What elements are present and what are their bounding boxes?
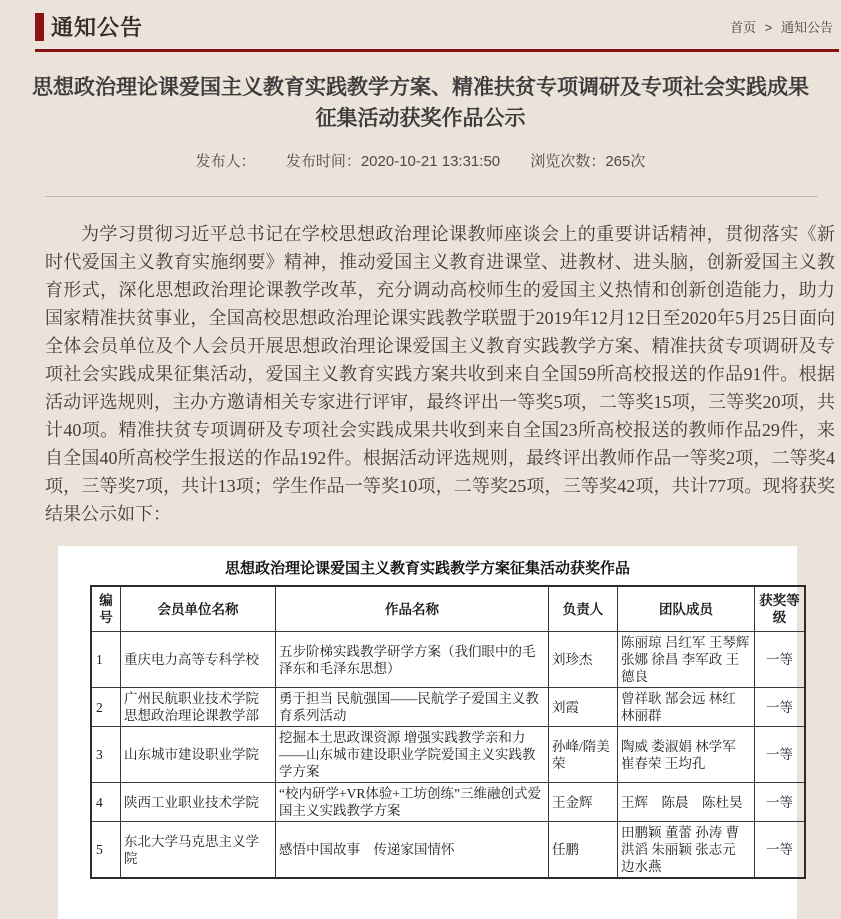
cell-leader: 刘珍杰 bbox=[549, 632, 618, 688]
cell-unit: 陕西工业职业技术学院 bbox=[121, 783, 276, 822]
cell-team: 王辉 陈晨 陈杜昊 bbox=[618, 783, 755, 822]
header-row bbox=[91, 586, 805, 632]
award-row bbox=[91, 727, 805, 783]
cell-award: 一等 bbox=[755, 727, 806, 783]
section-underline bbox=[35, 49, 839, 52]
cell-work: “校内研学+VR体验+工坊创练”三维融创式爱国主义实践教学方案 bbox=[276, 783, 549, 822]
cell-no: 4 bbox=[91, 783, 121, 822]
award-table bbox=[90, 585, 806, 879]
publisher-label: 发布人： bbox=[195, 153, 256, 170]
views-value: 265次 bbox=[605, 153, 646, 170]
cell-no: 2 bbox=[91, 688, 121, 727]
cell-unit: 东北大学马克思主义学院 bbox=[121, 822, 276, 879]
award-table-head bbox=[91, 586, 805, 632]
award-table-body bbox=[91, 632, 805, 879]
cell-team: 陶威 娄淑娟 林学军 崔春荣 王均孔 bbox=[618, 727, 755, 783]
cell-no: 5 bbox=[91, 822, 121, 879]
cell-leader: 孙峰/隋美荣 bbox=[549, 727, 618, 783]
section-marker-bar bbox=[35, 13, 44, 41]
cell-leader: 王金辉 bbox=[549, 783, 618, 822]
cell-leader: 任鹏 bbox=[549, 822, 618, 879]
cell-work: 感悟中国故事 传递家国情怀 bbox=[276, 822, 549, 879]
cell-award: 一等 bbox=[755, 822, 806, 879]
award-table-title: 思想政治理论课爱国主义教育实践教学方案征集活动获奖作品 bbox=[224, 561, 630, 577]
column-header-work: 作品名称 bbox=[276, 586, 549, 632]
cell-award: 一等 bbox=[755, 783, 806, 822]
breadcrumb-home-link[interactable]: 首页 bbox=[730, 20, 757, 35]
column-header-unit: 会员单位名称 bbox=[121, 586, 276, 632]
cell-no: 3 bbox=[91, 727, 121, 783]
breadcrumb-separator: > bbox=[764, 20, 773, 35]
cell-work: 五步阶梯实践教学研学方案（我们眼中的毛泽东和毛泽东思想） bbox=[276, 632, 549, 688]
award-row bbox=[91, 822, 805, 879]
cell-unit: 广州民航职业技术学院思想政治理论课教学部 bbox=[121, 688, 276, 727]
award-row bbox=[91, 688, 805, 727]
award-table-card bbox=[58, 546, 800, 919]
column-header-team: 团队成员 bbox=[618, 586, 755, 632]
cell-award: 一等 bbox=[755, 632, 806, 688]
cell-unit: 重庆电力高等专科学校 bbox=[121, 632, 276, 688]
cell-work: 勇于担当 民航强国——民航学子爱国主义教育系列活动 bbox=[276, 688, 549, 727]
article-meta bbox=[0, 150, 841, 171]
breadcrumb bbox=[730, 17, 841, 36]
section-header bbox=[0, 0, 841, 52]
cell-team: 田鹏颖 董蕾 孙涛 曹洪滔 朱丽颖 张志元 边水燕 bbox=[618, 822, 755, 879]
meta-divider bbox=[45, 196, 818, 197]
article-title: 思想政治理论课爱国主义教育实践教学方案、精准扶贫专项调研及专项社会实践成果征集活动获奖作品公示 bbox=[32, 76, 809, 130]
cell-team: 曾祥耿 郜会远 林红 林丽群 bbox=[618, 688, 755, 727]
section-title: 通知公告 bbox=[51, 15, 144, 40]
cell-unit: 山东城市建设职业学院 bbox=[121, 727, 276, 783]
award-row bbox=[91, 783, 805, 822]
cell-work: 挖掘本土思政课资源 增强实践教学亲和力——山东城市建设职业学院爱国主义实践教学方案 bbox=[276, 727, 549, 783]
cell-award: 一等 bbox=[755, 688, 806, 727]
publish-time-label: 发布时间： bbox=[285, 153, 361, 170]
views-label: 浏览次数： bbox=[530, 153, 606, 170]
article-body: 为学习贯彻习近平总书记在学校思想政治理论课教师座谈会上的重要讲话精神，贯彻落实《新时代爱国主义教育实施纲要》精神，推动爱国主义教育进课堂、进教材、进头脑，创新爱国主义教育形式，深化思想政治理论课教学改革，充分调动高校师生的爱国主义热情和创新创造能力，助力国家精准扶贫事业，全国高校思想政治理论课实践教学联盟于2019年12月12日至2020年5月25日面向全体会员单位及个人会员开展思想政治理论课爱国主义教育实践教学方案、精准扶贫专项调研及专项社会实践成果征集活动，爱国主义教育实践方案共收到来自全国59所高校报送的作品91件。根据活动评选规则，主办方邀请相关专家进行评审，最终评出一等奖5项，二等奖15项，三等奖20项，共计40项。精准扶贫专项调研及专项社会实践成果共收到来自全国23所高校报送的教师作品29件，来自全国40所高校学生报送的作品192件。根据活动评选规则，最终评出教师作品一等奖2项，二等奖4项，三等奖7项，共计13项；学生作品一等奖10项，二等奖25项，三等奖42项，共计77项。现将获奖结果公示如下： bbox=[45, 224, 835, 524]
column-header-award: 获奖等级 bbox=[755, 586, 806, 632]
breadcrumb-current: 通知公告 bbox=[780, 20, 833, 35]
cell-no: 1 bbox=[91, 632, 121, 688]
award-row bbox=[91, 632, 805, 688]
publish-time-value: 2020-10-21 13:31:50 bbox=[360, 153, 501, 170]
cell-leader: 刘霞 bbox=[549, 688, 618, 727]
column-header-leader: 负责人 bbox=[549, 586, 618, 632]
column-header-no: 编号 bbox=[91, 586, 121, 632]
cell-team: 陈丽琼 吕红军 王琴辉 张娜 徐昌 李军政 王德良 bbox=[618, 632, 755, 688]
